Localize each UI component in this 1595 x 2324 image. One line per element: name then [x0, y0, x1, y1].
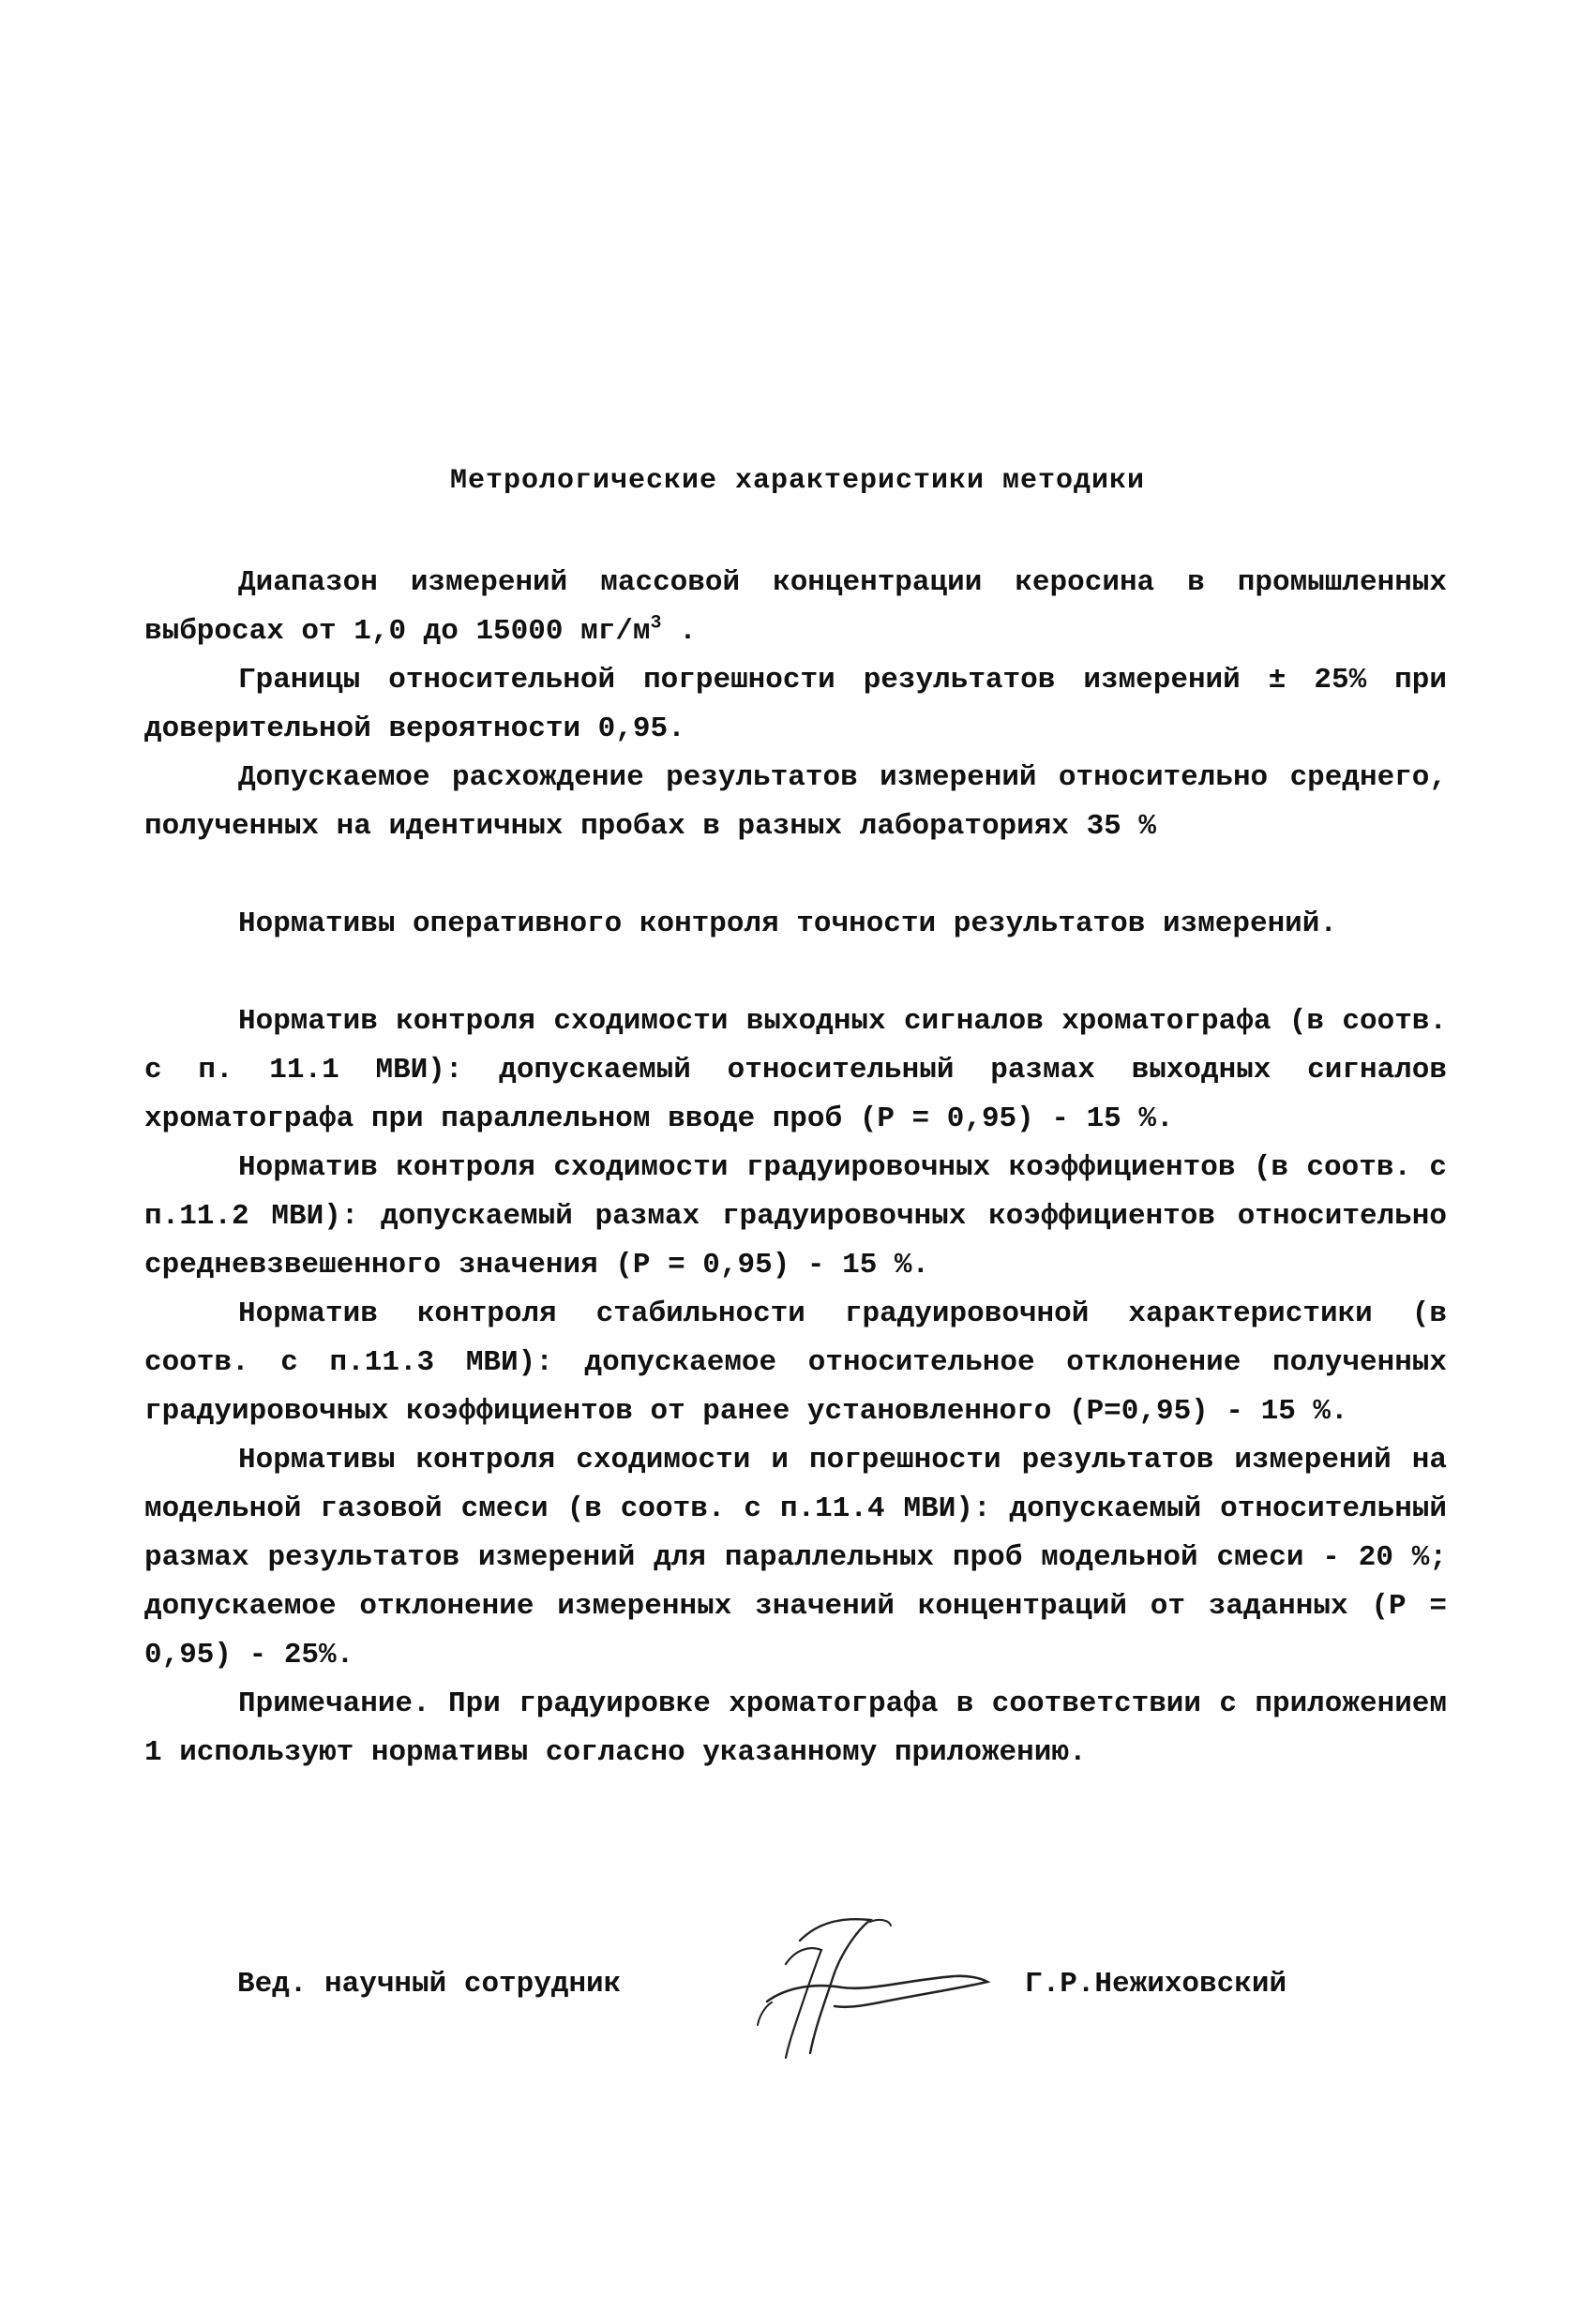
paragraph-error-bounds: Границы относительной погрешности результатов измерений ± 25% при доверительной вероятности 0,95.: [144, 664, 1447, 745]
document-body: [144, 559, 1447, 1777]
paragraph-norm-model-mixture: Нормативы контроля сходимости и погрешности результатов измерений на модельной газовой смеси (в соотв. с п.11.4 МВИ): допускаемый относительный размах результатов измерений для параллельных проб модельной смеси - 20 %; допускаемое отклонение измеренных значений концентраций от заданных (Р = 0,95) - 25%.: [144, 1444, 1447, 1672]
paragraph-norm-output-signals: Норматив контроля сходимости выходных сигналов хроматографа (в соотв. с п. 11.1 МВИ): допускаемый относительный размах выходных сигналов хроматографа при параллельном вводе проб (Р = 0,95) - 15 %.: [144, 1005, 1447, 1135]
heading-control-norms: Нормативы оперативного контроля точности результатов измерений.: [238, 907, 1337, 940]
document-title: Метрологические характеристики методики: [449, 465, 1146, 497]
signer-name: Г.Р.Нежиховский: [1025, 1968, 1287, 2001]
handwritten-signature: [730, 1912, 1011, 2072]
paragraph-lab-discrepancy: Допускаемое расхождение результатов измерений относительно среднего, полученных на идентичных пробах в разных лабораториях 35 %: [144, 761, 1447, 843]
paragraph-measurement-range-text: Диапазон измерений массовой концентрации керосина в промышленных выбросах от 1,0 до 15000 мг/м: [144, 566, 1447, 648]
paragraph-norm-calibration-coefficients: Норматив контроля сходимости градуировочных коэффициентов (в соотв. с п.11.2 МВИ): допускаемый размах градуировочных коэффициентов относительно средневзвешенного значения (Р = 0,95) - 15 %.: [144, 1151, 1447, 1282]
signer-position: Вед. научный сотрудник: [237, 1968, 622, 2001]
spacer: [144, 949, 1447, 997]
superscript-three: 3: [650, 612, 662, 635]
paragraph-norm-calibration-stability: Норматив контроля стабильности градуировочной характеристики (в соотв. с п.11.3 МВИ): допускаемое относительное отклонение полученных градуировочных коэффициентов от ранее установленного (Р=0,95) - 15 %.: [144, 1297, 1447, 1428]
paragraph-note: Примечание. При градуировке хроматографа в соответствии с приложением 1 используют нормативы согласно указанному приложению.: [144, 1687, 1447, 1769]
paragraph-measurement-range: [144, 559, 1447, 656]
paragraph-measurement-range-tail: .: [661, 615, 697, 648]
spacer: [144, 851, 1447, 900]
signature-block: [237, 1955, 1362, 2067]
